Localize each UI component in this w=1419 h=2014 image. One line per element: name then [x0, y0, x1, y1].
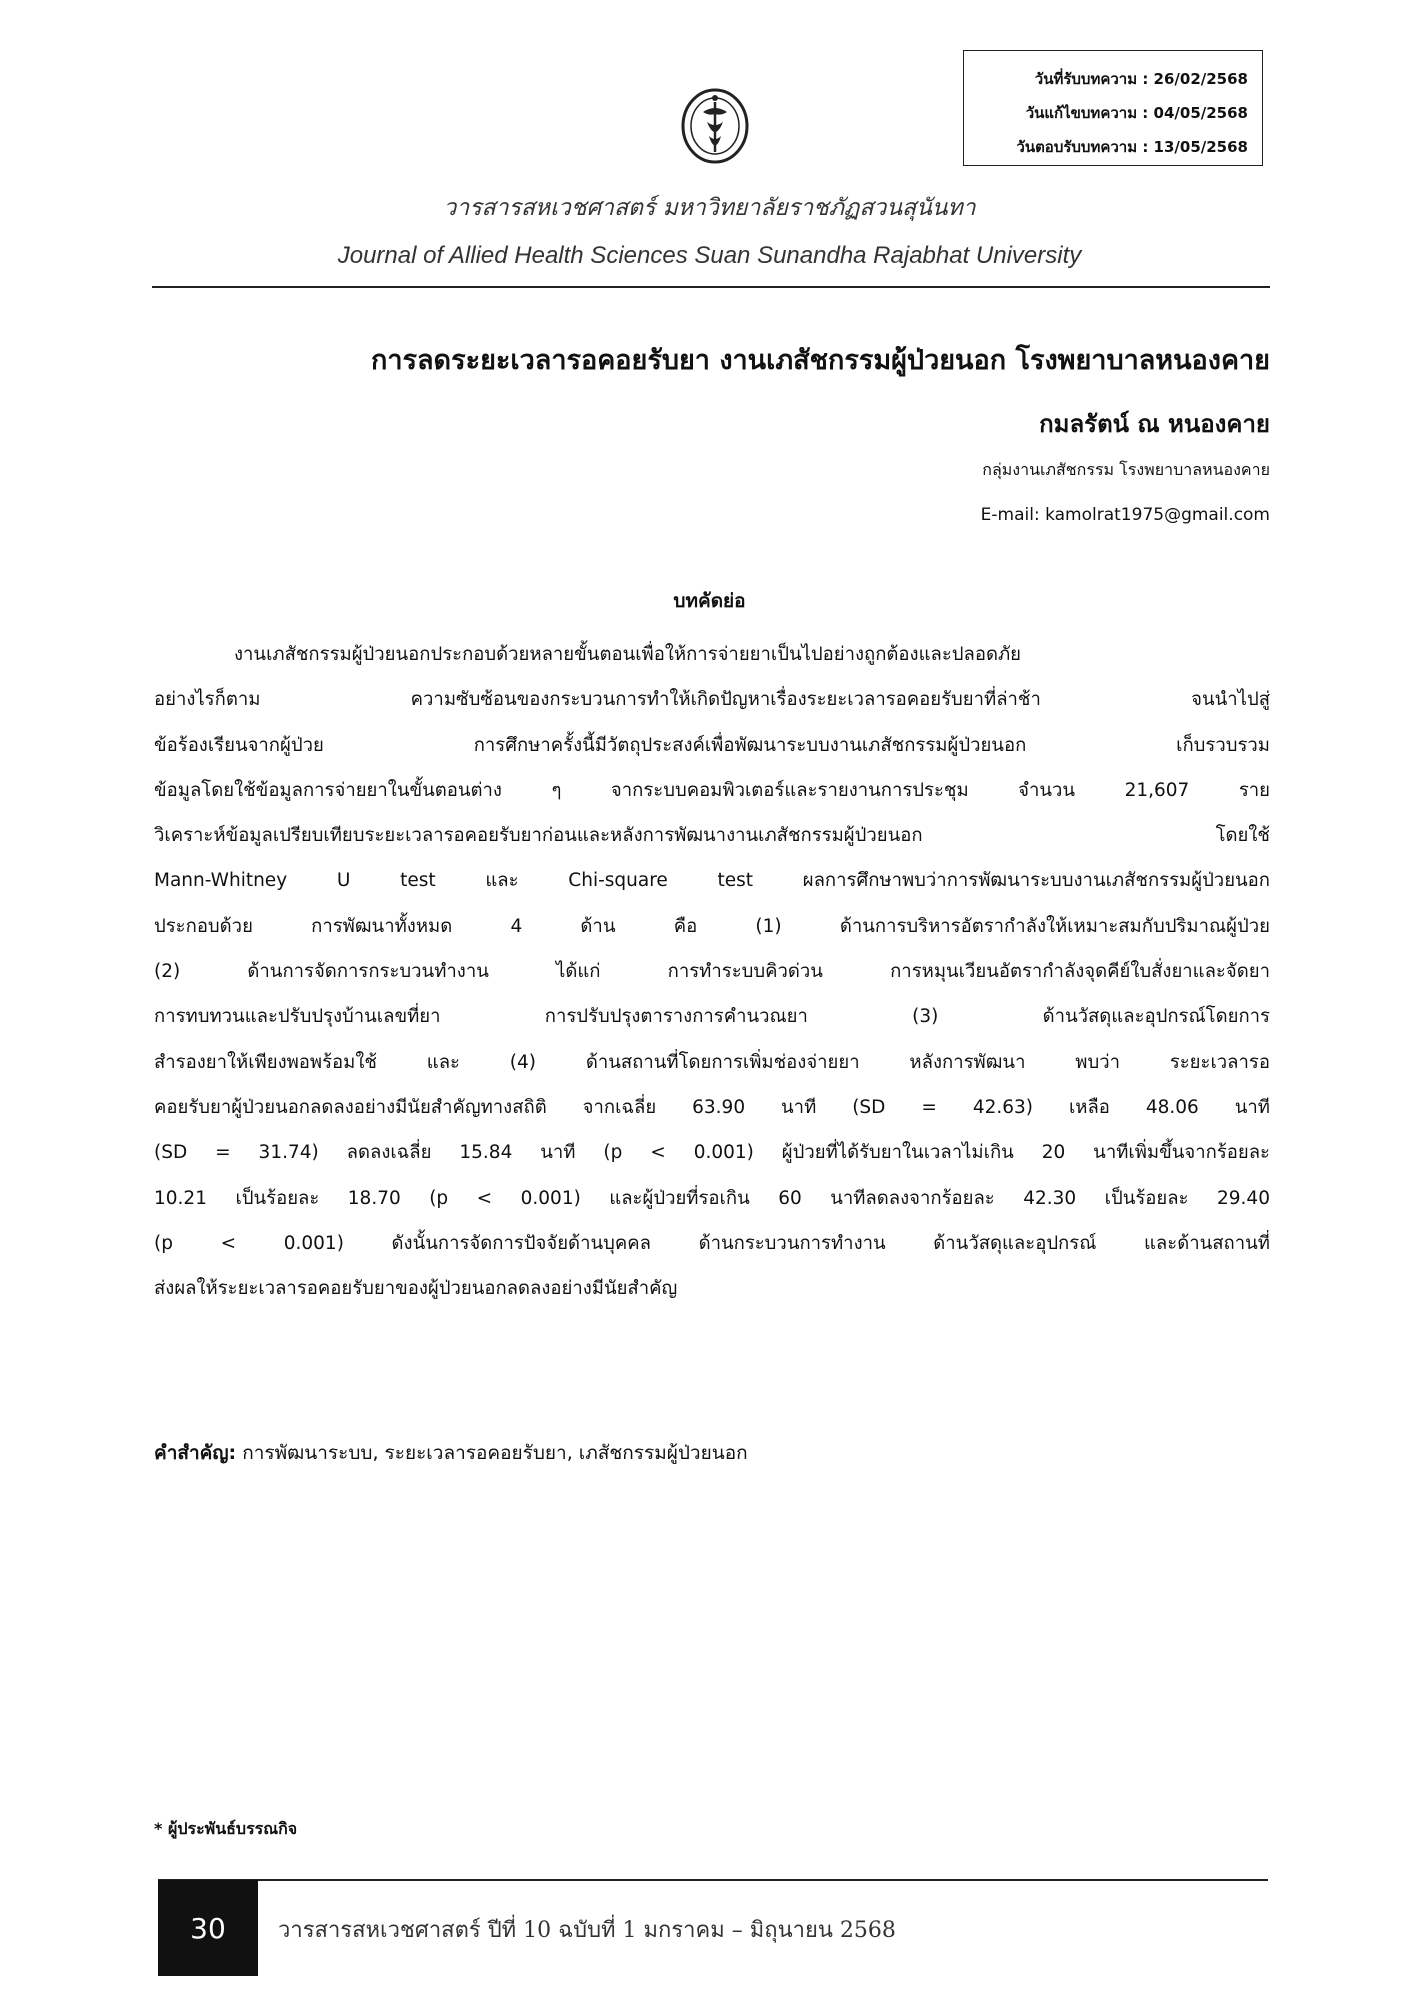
journal-seal-icon — [673, 82, 757, 166]
abstract-word: test — [400, 870, 436, 892]
abstract-word: การทำระบบคิวด่วน — [667, 961, 823, 983]
abstract-word: (3) — [912, 1006, 939, 1028]
abstract-word: จากเฉลี่ย — [582, 1096, 657, 1118]
abstract-word: ดังนั้นการจัดการปัจจัยด้านบุคคล — [391, 1232, 651, 1254]
abstract-word: ลดลงเฉลี่ย — [346, 1142, 432, 1164]
abstract-word: จากระบบคอมพิวเตอร์และรายงานการประชุม — [610, 779, 969, 801]
abstract-word: นาที — [1234, 1096, 1270, 1118]
abstract-line — [154, 1221, 1270, 1266]
abstract-word: 15.84 — [459, 1142, 513, 1164]
abstract-line — [154, 723, 1270, 768]
abstract-word: Chi-square — [568, 870, 668, 892]
revised-date: วันแก้ไขบทความ : 04/05/2568 — [1025, 104, 1248, 122]
abstract-word: นาที — [781, 1096, 817, 1118]
abstract-word: การศึกษาครั้งนี้มีวัตถุประสงค์เพื่อพัฒนาระบบงานเภสัชกรรมผู้ป่วยนอก — [473, 734, 1027, 756]
abstract-word: (p — [429, 1187, 449, 1209]
abstract-line — [154, 677, 1270, 722]
abstract-word: = — [921, 1096, 937, 1118]
abstract-word: (p — [154, 1232, 173, 1254]
keywords-label: คำสำคัญ: — [154, 1442, 237, 1464]
abstract-word: นาทีเพิ่มขึ้นจากร้อยละ — [1093, 1142, 1270, 1164]
abstract-word: และ — [426, 1051, 460, 1073]
abstract-word: การทบทวนและปรับปรุงบ้านเลขที่ยา — [154, 1006, 441, 1028]
footer-divider — [158, 1879, 1268, 1881]
abstract-word: จำนวน — [1018, 779, 1076, 801]
abstract-word: 29.40 — [1217, 1187, 1270, 1209]
abstract-word: ๆ — [551, 779, 562, 801]
abstract-line — [154, 1266, 1270, 1311]
abstract-word: 20 — [1041, 1142, 1066, 1164]
abstract-word: < — [220, 1232, 237, 1254]
journal-name-thai: วารสารสหเวชศาสตร์ มหาวิทยาลัยราชภัฏสวนสุนันทา — [443, 195, 976, 221]
abstract-line — [154, 904, 1270, 949]
abstract-word: 48.06 — [1145, 1096, 1199, 1118]
abstract-word: วิเคราะห์ข้อมูลเปรียบเทียบระยะเวลารอคอยรับยาก่อนและหลังการพัฒนางานเภสัชกรรมผู้ป่วยนอก — [154, 825, 923, 847]
abstract-word: ข้อร้องเรียนจากผู้ป่วย — [154, 734, 324, 756]
abstract-line — [154, 1040, 1270, 1085]
abstract-word: ด้านการบริหารอัตรากำลังให้เหมาะสมกับปริมาณผู้ป่วย — [839, 915, 1270, 937]
abstract-line — [154, 1130, 1270, 1175]
abstract-word: ด้านวัสดุและอุปกรณ์โดยการ — [1042, 1006, 1270, 1028]
abstract-word: 0.001) — [283, 1232, 344, 1254]
abstract-word: < — [650, 1142, 666, 1164]
abstract-word: เป็นร้อยละ — [235, 1187, 320, 1209]
abstract-heading: บทคัดย่อ — [673, 590, 746, 612]
page-number: 30 — [158, 1880, 258, 1976]
keywords — [154, 1438, 748, 1468]
abstract-word: นาทีลดลงจากร้อยละ — [830, 1187, 995, 1209]
abstract-word: โดยใช้ — [1215, 825, 1270, 847]
abstract-word: = — [215, 1142, 231, 1164]
abstract-word: 0.001) — [693, 1142, 754, 1164]
abstract-word: 18.70 — [347, 1187, 401, 1209]
author-affiliation: กลุ่มงานเภสัชกรรม โรงพยาบาลหนองคาย — [982, 460, 1270, 479]
article-dates-box — [963, 50, 1263, 166]
abstract-word: 21,607 — [1124, 779, 1190, 801]
abstract-word: ประกอบด้วย — [154, 915, 253, 937]
accepted-date: วันตอบรับบทความ : 13/05/2568 — [1016, 138, 1248, 156]
abstract-word: test — [717, 870, 754, 892]
corresponding-author-note: * ผู้ประพันธ์บรรณกิจ — [154, 1819, 298, 1838]
abstract-word: ราย — [1238, 779, 1270, 801]
abstract-line — [154, 1176, 1270, 1221]
abstract-word: 42.30 — [1023, 1187, 1077, 1209]
author-email: E-mail: kamolrat1975@gmail.com — [980, 505, 1270, 525]
abstract-word: การพัฒนาทั้งหมด — [311, 915, 453, 937]
abstract-word: เหลือ — [1068, 1096, 1110, 1118]
abstract-word: ด้านการจัดการกระบวนทำงาน — [247, 961, 489, 983]
abstract-word: (2) — [154, 961, 181, 983]
abstract-word: จนนำไปสู่ — [1191, 689, 1270, 711]
footer-journal-issue: วารสารสหเวชศาสตร์ ปีที่ 10 ฉบับที่ 1 มกราคม – มิถุนายน 2568 — [278, 1918, 896, 1943]
abstract-line — [154, 994, 1270, 1039]
abstract-word: < — [476, 1187, 493, 1209]
abstract-word: สำรองยาให้เพียงพอพร้อมใช้ — [154, 1051, 377, 1073]
abstract-line — [154, 1085, 1270, 1130]
abstract-word: ข้อมูลโดยใช้ข้อมูลการจ่ายยาในขั้นตอนต่าง — [154, 779, 502, 801]
abstract-line — [154, 768, 1270, 813]
abstract-word: หลังการพัฒนา — [909, 1051, 1026, 1073]
abstract-word: พบว่า — [1075, 1051, 1120, 1073]
abstract-word: นาที — [540, 1142, 576, 1164]
abstract-word: (SD — [852, 1096, 886, 1118]
abstract-word: 10.21 — [154, 1187, 207, 1209]
abstract-word: และผู้ป่วยที่รอเกิน — [609, 1187, 750, 1209]
abstract-word: ด้าน — [580, 915, 616, 937]
article-title: การลดระยะเวลารอคอยรับยา งานเภสัชกรรมผู้ป่วยนอก โรงพยาบาลหนองคาย — [370, 345, 1270, 376]
abstract-word: เก็บรวบรวม — [1176, 734, 1270, 756]
abstract-word: ด้านกระบวนการทำงาน — [698, 1232, 886, 1254]
abstract-word: Mann-Whitney — [154, 870, 288, 892]
abstract-word: ส่งผลให้ระยะเวลารอคอยรับยาของผู้ป่วยนอกลดลงอย่างมีนัยสำคัญ — [154, 1278, 678, 1300]
abstract-word: และด้านสถานที่ — [1144, 1232, 1270, 1254]
abstract-word: 31.74) — [258, 1142, 319, 1164]
journal-name-english: Journal of Allied Health Sciences Suan Sunandha Rajabhat University — [337, 242, 1082, 269]
abstract-word: และ — [485, 870, 519, 892]
abstract-word: ความซับซ้อนของกระบวนการทำให้เกิดปัญหาเรื่องระยะเวลารอคอยรับยาที่ล่าช้า — [410, 689, 1041, 711]
abstract-word: การปรับปรุงตารางการคำนวณยา — [544, 1006, 808, 1028]
abstract-word: ได้แก่ — [556, 961, 601, 983]
abstract-word: 63.90 — [692, 1096, 746, 1118]
abstract-word: ผลการศึกษาพบว่าการพัฒนาระบบงานเภสัชกรรมผู้ป่วยนอก — [802, 870, 1270, 892]
abstract-word: (p — [603, 1142, 623, 1164]
abstract-word: คือ — [673, 915, 698, 937]
abstract-word: 42.63) — [972, 1096, 1033, 1118]
abstract-line — [154, 858, 1270, 903]
abstract-line — [154, 949, 1270, 994]
abstract-line — [154, 632, 1270, 677]
author-name: กมลรัตน์ ณ หนองคาย — [1039, 410, 1270, 438]
abstract-word: เป็นร้อยละ — [1104, 1187, 1189, 1209]
abstract-word: 0.001) — [520, 1187, 581, 1209]
abstract-word: (SD — [154, 1142, 188, 1164]
abstract-word: 4 — [510, 915, 523, 937]
abstract-word: ด้านสถานที่โดยการเพิ่มช่องจ่ายยา — [585, 1051, 860, 1073]
abstract-word: ระยะเวลารอ — [1169, 1051, 1270, 1073]
abstract-word: ด้านวัสดุและอุปกรณ์ — [933, 1232, 1097, 1254]
abstract-word: 60 — [778, 1187, 802, 1209]
abstract-word: คอยรับยาผู้ป่วยนอกลดลงอย่างมีนัยสำคัญทางสถิติ — [154, 1096, 547, 1118]
abstract-body — [154, 632, 1270, 1311]
abstract-word: (4) — [509, 1051, 536, 1073]
abstract-word: (1) — [755, 915, 782, 937]
abstract-word: งานเภสัชกรรมผู้ป่วยนอกประกอบด้วยหลายขั้นตอนเพื่อให้การจ่ายยาเป็นไปอย่างถูกต้องและปลอดภัย — [234, 644, 1022, 665]
received-date: วันที่รับบทความ : 26/02/2568 — [1034, 70, 1248, 88]
abstract-line — [154, 813, 1270, 858]
abstract-word: U — [336, 870, 351, 892]
abstract-word: ผู้ป่วยที่ได้รับยาในเวลาไม่เกิน — [781, 1142, 1014, 1164]
header-divider — [152, 286, 1270, 288]
abstract-word: อย่างไรก็ตาม — [154, 689, 261, 711]
keywords-text: การพัฒนาระบบ, ระยะเวลารอคอยรับยา, เภสัชกรรมผู้ป่วยนอก — [242, 1442, 748, 1464]
abstract-word: การหมุนเวียนอัตรากำลังจุดคีย์ใบสั่งยาและจัดยา — [890, 961, 1270, 983]
